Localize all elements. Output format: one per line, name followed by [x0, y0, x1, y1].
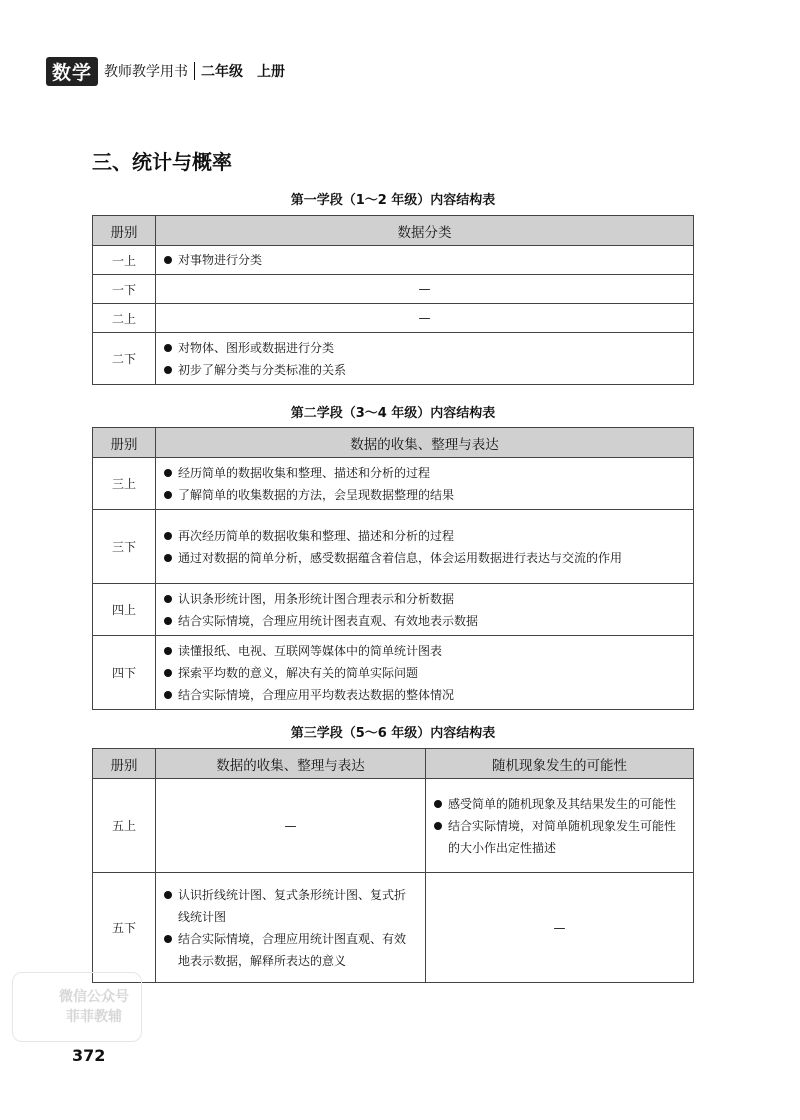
row-label: 四上 [93, 584, 156, 636]
table-row [93, 584, 694, 636]
table-row [93, 458, 694, 510]
bullet-icon [164, 554, 172, 562]
empty-cell-dash: — [426, 873, 694, 983]
table1-col-content: 数据分类 [156, 216, 694, 246]
list-item: 了解简单的收集数据的方法，会呈现数据整理的结果 [164, 484, 685, 506]
bullet-icon [164, 669, 172, 677]
row-label: 三上 [93, 458, 156, 510]
bullet-icon [164, 647, 172, 655]
table3-header-row [93, 749, 694, 779]
bullet-icon [164, 491, 172, 499]
empty-cell-dash: — [156, 779, 426, 873]
list-item: 读懂报纸、电视、互联网等媒体中的简单统计图表 [164, 640, 685, 662]
list-item: 探索平均数的意义，解决有关的简单实际问题 [164, 662, 685, 684]
table1 [92, 215, 694, 385]
table-row [93, 246, 694, 275]
list-item: 感受简单的随机现象及其结果发生的可能性 [434, 793, 685, 815]
bullet-icon [164, 617, 172, 625]
table1-col-book: 册别 [93, 216, 156, 246]
book-subtitle: 教师教学用书 [104, 64, 189, 80]
bullet-icon [434, 800, 442, 808]
table-row [93, 304, 694, 333]
table-row [93, 510, 694, 584]
brand-logo: 数学 [46, 57, 98, 86]
table-row [93, 636, 694, 710]
list-item: 结合实际情境，对简单随机现象发生可能性的大小作出定性描述 [434, 815, 685, 859]
list-item: 再次经历简单的数据收集和整理、描述和分析的过程 [164, 525, 685, 547]
page-header [46, 57, 285, 85]
row-label: 四下 [93, 636, 156, 710]
empty-cell-dash: — [156, 275, 694, 304]
list-item: 对事物进行分类 [164, 249, 685, 271]
grade-label: 二年级 上册 [201, 64, 286, 80]
list-item: 通过对数据的简单分析，感受数据蕴含着信息，体会运用数据进行表达与交流的作用 [164, 547, 685, 569]
bullet-icon [164, 344, 172, 352]
empty-cell-dash: — [156, 304, 694, 333]
row-label: 三下 [93, 510, 156, 584]
bullet-icon [164, 469, 172, 477]
table3-col-book: 册别 [93, 749, 156, 779]
table1-title: 第一学段（1～2 年级）内容结构表 [290, 193, 496, 208]
bullet-icon [164, 256, 172, 264]
table-row [93, 275, 694, 304]
list-item: 认识条形统计图，用条形统计图合理表示和分析数据 [164, 588, 685, 610]
list-item: 结合实际情境，合理应用平均数表达数据的整体情况 [164, 684, 685, 706]
table3-title: 第三学段（5～6 年级）内容结构表 [290, 726, 496, 741]
table3-col-probability: 随机现象发生的可能性 [426, 749, 694, 779]
table2-header-row [93, 428, 694, 458]
row-label: 五上 [93, 779, 156, 873]
row-label: 一上 [93, 246, 156, 275]
row-label: 五下 [93, 873, 156, 983]
list-item: 初步了解分类与分类标准的关系 [164, 359, 685, 381]
bullet-icon [164, 532, 172, 540]
row-label: 二上 [93, 304, 156, 333]
row-label: 一下 [93, 275, 156, 304]
section-title: 三、统计与概率 [92, 150, 232, 174]
bullet-icon [164, 595, 172, 603]
list-item: 经历简单的数据收集和整理、描述和分析的过程 [164, 462, 685, 484]
table2-title: 第二学段（3～4 年级）内容结构表 [290, 406, 496, 421]
bullet-icon [164, 891, 172, 899]
table1-header-row [93, 216, 694, 246]
table3 [92, 748, 694, 983]
list-item: 结合实际情境，合理应用统计图表直观、有效地表示数据 [164, 610, 685, 632]
list-item: 认识折线统计图、复式条形统计图、复式折线统计图 [164, 884, 417, 928]
table-row [93, 779, 694, 873]
header-divider [194, 62, 195, 80]
table2 [92, 427, 694, 710]
table2-col-content: 数据的收集、整理与表达 [156, 428, 694, 458]
bullet-icon [164, 691, 172, 699]
bullet-icon [164, 366, 172, 374]
watermark: 微信公众号 菲菲教辅 [12, 972, 142, 1042]
table-row [93, 873, 694, 983]
table2-col-book: 册别 [93, 428, 156, 458]
page-number: 372 [72, 1046, 106, 1065]
bullet-icon [434, 822, 442, 830]
list-item: 结合实际情境，合理应用统计图直观、有效地表示数据，解释所表达的意义 [164, 928, 417, 972]
row-label: 二下 [93, 333, 156, 385]
table3-col-data: 数据的收集、整理与表达 [156, 749, 426, 779]
list-item: 对物体、图形或数据进行分类 [164, 337, 685, 359]
table-row [93, 333, 694, 385]
bullet-icon [164, 935, 172, 943]
